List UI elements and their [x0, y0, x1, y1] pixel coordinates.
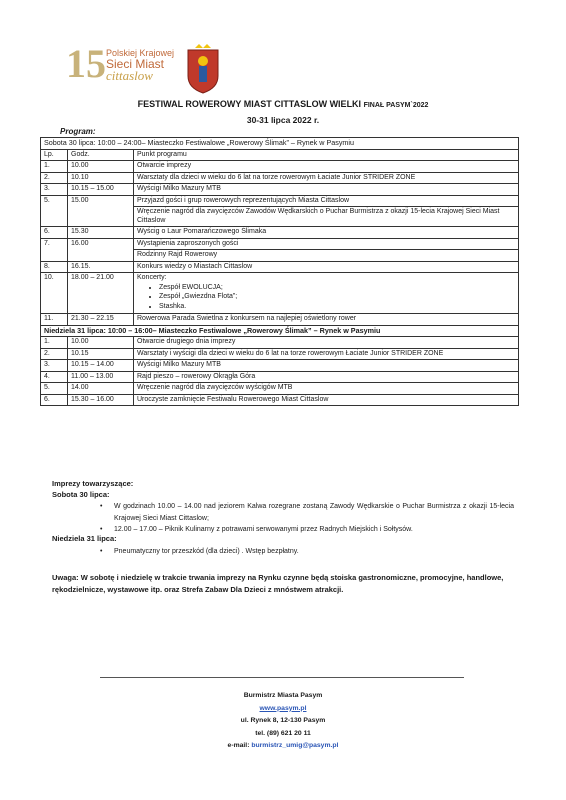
row-lp: 5.: [41, 195, 68, 227]
bullet-icon: •: [100, 548, 103, 555]
row-text-2: Rodzinny Rajd Rowerowy: [134, 250, 519, 262]
row-time: 15.30 – 16.00: [68, 394, 134, 406]
row-text: Wyścigi Milko Mazury MTB: [134, 360, 519, 372]
footer-phone: tel. (89) 621 20 11: [255, 729, 311, 737]
row-text: Wręczenie nagród dla zwycięzców wyścigów MTB: [134, 383, 519, 395]
footer-web-line: [0, 703, 566, 716]
list-item: • Zespół EWOLUCJA;: [159, 284, 515, 293]
row-lp: 2.: [41, 348, 68, 360]
row-text: Otwarcie imprezy: [134, 161, 519, 173]
item-text: 12.00 – 17.00 – Piknik Kulinarny z potrawami serwowanymi przez Radnych Miejskich i Sołtysów.: [114, 526, 413, 533]
row-text: Warsztaty i wyścigi dla dzieci w wieku do 6 lat na torze rowerowym Łaciate Junior STRIDER ZONE: [134, 348, 519, 360]
saturday-heading: Sobota 30 lipca: 10:00 – 24:00– Miasteczko Festiwalowe „Rowerowy Ślimak” – Rynek w Pasymiu: [41, 138, 519, 150]
accompanying-item: [100, 546, 514, 558]
row-lp: 2.: [41, 172, 68, 184]
col-lp: Lp.: [41, 149, 68, 161]
accompanying-item: [100, 524, 514, 536]
row-lp: 1.: [41, 161, 68, 173]
pasym-crest-icon: [186, 42, 220, 94]
row-lp: 10.: [41, 273, 68, 314]
list-item: • Stashka.: [159, 303, 515, 312]
bullet-icon: •: [100, 503, 103, 510]
website-link[interactable]: www.pasym.pl: [259, 704, 307, 712]
col-point: Punkt programu: [134, 149, 519, 161]
table-row: [41, 314, 519, 326]
logo-line1: Polskiej Krajowej: [106, 48, 175, 58]
list-item: • Zespół „Gwiezdna Flota”;: [159, 293, 515, 302]
footer-org: Burmistrz Miasta Pasym: [243, 692, 323, 699]
accompanying-day2: Niedziela 31 lipca:: [52, 534, 117, 543]
footer-address: ul. Rynek 8, 12-130 Pasym: [240, 717, 326, 724]
logo-number: 15: [66, 41, 106, 86]
row-text-2: Wręczenie nagród dla zwycięzców Zawodów Wędkarskich o Puchar Burmistrza z okazji 15-lecia Krajowej Sieci Miast Cittaslow: [134, 207, 519, 227]
row-lp: 3.: [41, 184, 68, 196]
row-lp: 8.: [41, 261, 68, 273]
concert-list: [137, 284, 515, 312]
table-row: [41, 273, 519, 314]
title-main: FESTIWAL ROWEROWY MIAST CITTASLOW WIELKI: [137, 99, 362, 109]
row-text: [134, 273, 519, 314]
row-lp: 6.: [41, 394, 68, 406]
logo-text: [106, 48, 174, 81]
saturday-heading-row: [41, 138, 519, 150]
footer-divider: [100, 677, 464, 678]
bullet-icon: •: [100, 526, 103, 533]
sunday-heading-row: [41, 325, 519, 337]
row-time: 14.00: [68, 383, 134, 395]
row-text: Wyścig o Laur Pomarańczowego Ślimaka: [134, 227, 519, 239]
table-row: [41, 337, 519, 349]
row-text: Otwarcie drugiego dnia imprezy: [134, 337, 519, 349]
event-dates: 30-31 lipca 2022 r.: [246, 115, 320, 125]
table-row: [41, 348, 519, 360]
logo-line3: cittaslow: [106, 68, 153, 83]
accompanying-day1: Sobota 30 lipca:: [52, 490, 110, 499]
document-title: [0, 99, 566, 109]
table-row: [41, 195, 519, 207]
row-lp: 4.: [41, 371, 68, 383]
row-lp: 11.: [41, 314, 68, 326]
concerts-label: Koncerty:: [137, 274, 167, 281]
row-time: 21.30 – 22.15: [68, 314, 134, 326]
row-lp: 5.: [41, 383, 68, 395]
table-row: [41, 227, 519, 239]
program-table: [40, 137, 519, 406]
program-label: Program:: [60, 127, 96, 136]
row-time: 10.15 – 15.00: [68, 184, 134, 196]
footer-email-line: [0, 740, 566, 753]
col-time: Godz.: [68, 149, 134, 161]
accompanying-item: [100, 501, 514, 525]
cittaslow-15-logo: [66, 41, 178, 94]
logo-line2: Sieci Miast: [106, 57, 165, 71]
notice-text: Uwaga: W sobotę i niedzielę w trakcie trwania imprezy na Rynku czynne będą stoiska gastronomiczne, promocyjne, handlowe, rękodzielnicze, wystawowe itp. oraz Strefa Zabaw Dla Dzieci z mnóstwem atrakcji.: [52, 573, 504, 594]
table-row: [41, 172, 519, 184]
row-time: 16.00: [68, 238, 134, 261]
row-time: 15.00: [68, 195, 134, 227]
row-time: 10.10: [68, 172, 134, 184]
table-row: [41, 261, 519, 273]
row-text: Wyścigi Milko Mazury MTB: [134, 184, 519, 196]
row-time: 11.00 – 13.00: [68, 371, 134, 383]
row-text: Przyjazd gości i grup rowerowych reprezentujących Miasta Cittaslow: [134, 195, 519, 207]
row-time: 10.00: [68, 161, 134, 173]
row-time: 16.15.: [68, 261, 134, 273]
sunday-heading: Niedziela 31 lipca: 10:00 – 16:00– Miasteczko Festiwalowe „Rowerowy Ślimak” – Rynek w Pasymiu: [41, 325, 519, 337]
title-small: FINAŁ PASYM`2022: [363, 102, 429, 109]
row-text: Warsztaty dla dzieci w wieku do 6 lat na torze rowerowym Łaciate Junior STRIDER ZONE: [134, 172, 519, 184]
row-text: Uroczyste zamknięcie Festiwalu Rowerowego Miast Cittaslow: [134, 394, 519, 406]
row-text: Konkurs wiedzy o Miastach Cittaslow: [134, 261, 519, 273]
table-row: [41, 383, 519, 395]
row-time: 10.15: [68, 348, 134, 360]
row-text: Rajd pieszo – rowerowy Okrągła Góra: [134, 371, 519, 383]
table-row: [41, 161, 519, 173]
table-row: [41, 238, 519, 250]
table-header-row: [41, 149, 519, 161]
row-time: 10.15 – 14.00: [68, 360, 134, 372]
table-row: [41, 394, 519, 406]
table-row: [41, 360, 519, 372]
email-link[interactable]: burmistrz_umig@pasym.pl: [251, 742, 339, 749]
row-time: 18.00 – 21.00: [68, 273, 134, 314]
footer: [0, 690, 566, 753]
item-text: W godzinach 10.00 – 14.00 nad jeziorem Kalwa rozegrane zostaną Zawody Wędkarskie o Puchar Burmistrza z okazji 15-lecia Krajowej Sieci Miast Cittaslow;: [114, 503, 514, 522]
row-text: Rowerowa Parada Świetlna z konkursem na najlepiej oświetlony rower: [134, 314, 519, 326]
email-label: e-mail:: [227, 742, 250, 749]
row-lp: 6.: [41, 227, 68, 239]
row-lp: 7.: [41, 238, 68, 261]
row-text: Wystąpienia zaproszonych gości: [134, 238, 519, 250]
table-row: [41, 371, 519, 383]
row-lp: 3.: [41, 360, 68, 372]
table-row: [41, 184, 519, 196]
item-text: Pneumatyczny tor przeszkód (dla dzieci) . Wstęp bezpłatny.: [114, 548, 299, 555]
row-lp: 1.: [41, 337, 68, 349]
accompanying-heading: Imprezy towarzyszące:: [52, 479, 134, 488]
row-time: 10.00: [68, 337, 134, 349]
row-time: 15.30: [68, 227, 134, 239]
